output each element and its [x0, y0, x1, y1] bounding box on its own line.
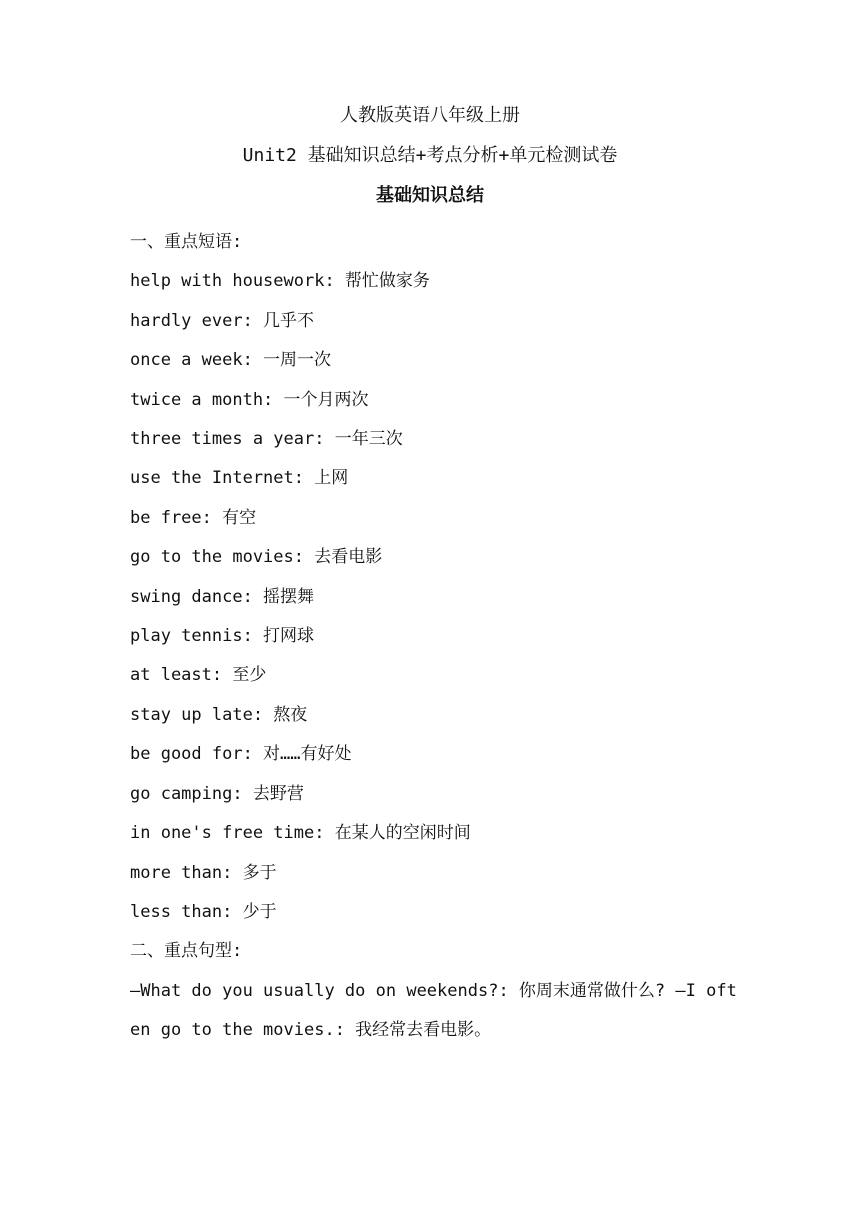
document-subtitle: Unit2 基础知识总结+考点分析+单元检测试卷 [242, 145, 618, 166]
phrase-item: once a week: 一周一次 [130, 350, 332, 371]
phrase-item: hardly ever: 几乎不 [130, 310, 315, 331]
phrase-item: more than: 多于 [130, 862, 277, 883]
section-title: 基础知识总结 [376, 185, 484, 206]
phrase-item: twice a month: 一个月两次 [130, 389, 369, 410]
phrase-item: three times a year: 一年三次 [130, 429, 403, 450]
phrase-item: less than: 少于 [130, 901, 277, 922]
phrase-item: stay up late: 熬夜 [130, 704, 308, 725]
phrase-item: in one's free time: 在某人的空闲时间 [130, 823, 471, 844]
part1-heading: 一、重点短语: [130, 232, 243, 252]
phrase-item: at least: 至少 [130, 665, 267, 686]
document-body [130, 223, 740, 1051]
phrase-item: be free: 有空 [130, 507, 257, 528]
phrase-item: use the Internet: 上网 [130, 468, 349, 489]
phrase-item: go to the movies: 去看电影 [130, 547, 383, 568]
phrase-item: play tennis: 打网球 [130, 626, 315, 647]
document-title: 人教版英语八年级上册 [340, 105, 520, 126]
part2-heading: 二、重点句型: [130, 941, 243, 962]
phrase-item: be good for: 对……有好处 [130, 744, 352, 765]
sentence-pattern: —What do you usually do on weekends?: 你周末通常做什么? —I often go to the movies.: 我经常去看电影。 [130, 980, 737, 1041]
phrase-item: help with housework: 帮忙做家务 [130, 271, 430, 292]
phrase-item: swing dance: 摇摆舞 [130, 586, 315, 607]
phrase-item: go camping: 去野营 [130, 783, 304, 804]
